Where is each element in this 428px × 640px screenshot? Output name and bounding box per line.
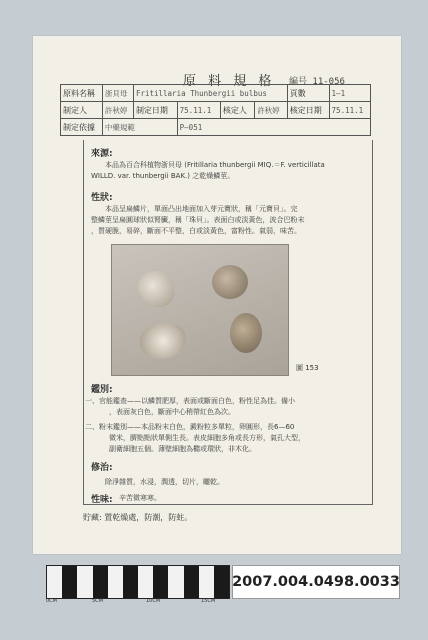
color-patch (47, 566, 62, 598)
nature-line: 辛苦微寒寒。 (119, 494, 161, 502)
color-patch (77, 566, 92, 598)
color-patch (108, 566, 123, 598)
identify-line-1b: ，表面灰白色，斷面中心稍帶紅色為次。 (109, 408, 235, 416)
source-heading: 來源: (91, 149, 113, 159)
process-heading: 修治: (91, 463, 113, 473)
identify-heading: 鑑別: (91, 385, 113, 395)
label-make-date: 制定日期 (133, 102, 177, 119)
scale-label-15: 15CM (201, 598, 216, 604)
nature-heading: 性味: (91, 495, 113, 505)
color-patch (184, 566, 199, 598)
color-patch (123, 566, 138, 598)
identify-line-1a: 一、官能鑑查——以鱗質肥厚，表面或斷面白色，粉性足為佳。備小 (85, 397, 295, 405)
shape-line-2: 整鱗莖呈扁圓球狀似腎臟，稱「珠貝」。表面白或淡黃色，波合巴粉末 (91, 216, 305, 224)
color-patch (138, 566, 153, 598)
color-scale-bar (46, 565, 230, 599)
bulb-slice-2 (140, 323, 186, 359)
shape-line-1: 本品呈扁鱗片，單面凸出地面加入芽元寶狀，稱「元寶貝」。完 (105, 205, 298, 213)
meta-table (60, 84, 371, 136)
document-sheet (33, 36, 401, 554)
color-patch (62, 566, 77, 598)
basis-value: 中藥規範 (102, 119, 177, 136)
label-name: 原料名稱 (61, 85, 103, 102)
document-title: 原 料 規 格 (183, 74, 276, 89)
label-reviewer: 核定人 (220, 102, 254, 119)
name-zh: 浙貝母 (102, 85, 133, 102)
reviewer-value: 許秋婷 (255, 102, 288, 119)
bulb-whole-2 (230, 313, 262, 353)
scale-label-0: 0CM (46, 598, 57, 604)
identify-line-2a: 二、粉末鑑別——本品粉末白色，澱粉粒多單粒，卵圓形，長6—60 (85, 423, 295, 431)
shape-heading: 性狀: (91, 193, 113, 203)
maker-value: 許秋婷 (102, 102, 133, 119)
label-basis: 制定依據 (61, 119, 103, 136)
process-line: 除淨雜質，水浸，潤透，切片，曬乾。 (105, 478, 224, 486)
color-patch (153, 566, 168, 598)
page-value: 1—1 (329, 85, 370, 102)
color-patch (214, 566, 229, 598)
bulb-whole-1 (212, 265, 248, 299)
label-maker: 制定人 (61, 102, 103, 119)
storage-line: 貯藏: 置乾燥處，防潮，防蛀。 (83, 513, 193, 522)
source-line-2: WILLD. var. thunbergii BAK.) 之乾燥鱗莖。 (91, 172, 235, 180)
document-code: 編号 11-056 (289, 77, 345, 87)
bulb-slice-1 (138, 271, 174, 307)
color-patch (199, 566, 214, 598)
figure-label: 圖 153 (296, 364, 319, 372)
color-patch (93, 566, 108, 598)
scale-label-5: 5CM (92, 598, 103, 604)
make-date-value: 75.11.1 (177, 102, 220, 119)
source-line-1: 本品為百合科植物浙貝母 (Fritillaria thunbergii MIQ.＝F. verticillata (105, 161, 325, 169)
label-page: 頁數 (287, 85, 329, 102)
accession-number: 2007.004.0498.0033 (232, 565, 400, 599)
scale-label-10: 10CM (146, 598, 161, 604)
color-patch (168, 566, 183, 598)
basis-page: P—051 (177, 119, 370, 136)
shape-line-3: ，質硬脆，易碎，斷面不平整，白或淡黃色，富粉性。氣弱，味苦。 (91, 227, 301, 235)
label-review-date: 核定日期 (287, 102, 329, 119)
name-latin: Fritillaria Thunbergii bulbus (133, 85, 287, 102)
identify-line-2c: 副衛細胞五個。薄壁細胞為橢或環狀，非木化。 (109, 445, 256, 453)
review-date-value: 75.11.1 (329, 102, 370, 119)
specimen-photo (111, 244, 289, 376)
identify-line-2b: 微米，臍點點狀單側生長。表皮細胞多角或長方形，氣孔大型， (109, 434, 305, 442)
